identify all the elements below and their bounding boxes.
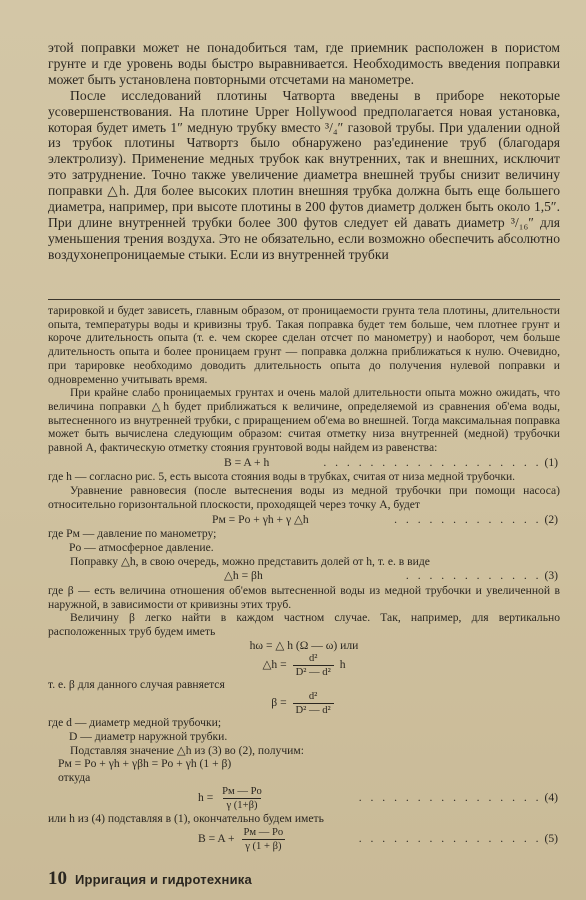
page-number: 10 bbox=[48, 868, 67, 889]
fraction-numerator: Pм — Po bbox=[222, 785, 262, 797]
lower-text-block bbox=[48, 304, 560, 853]
paragraph: этой поправки может не понадобиться там, где приемник расположен в пористом грунте и где уровень воды быстро выравнивается. Необходимость введения поправки может быть установлена повторными отсчетами на манометре. bbox=[48, 40, 560, 87]
equation-body: B = A + h bbox=[224, 455, 270, 469]
journal-title: Ирригация и гидротехника bbox=[75, 872, 252, 887]
equation-8: h = $\frac{Pм — Po}{\gamma (1+\beta)}$ . . . . . . . . . . . . . . . . (4) bbox=[198, 785, 558, 811]
equation-6 bbox=[48, 691, 560, 716]
equation-lhs: β = bbox=[271, 696, 287, 710]
equation-lhs: h = bbox=[198, 790, 214, 804]
equation-number: (5) bbox=[544, 832, 558, 846]
fraction-numerator: d² bbox=[308, 652, 318, 664]
fraction bbox=[293, 653, 334, 678]
equation-rhs: h bbox=[339, 657, 346, 671]
paragraph: При крайне слабо проницаемых грунтах и очень малой длительности опыта можно ожидать, что величина поправки △h будет приближаться к величине, определяемой из сравнения об'ема воды, вытесненного из внутренней трубки, с приращением об'ема во внешней. Тогда максимальная поправка может быть вычислена следующим образом: считая отметку низа внутренней (медной) трубочки равной A, фактическую отметку стояния грунтовой воды найдем из равенства: bbox=[48, 386, 560, 455]
equation-body: Pм = Po + γh + γ △h bbox=[212, 512, 309, 526]
paragraph: где h — согласно рис. 5, есть высота стояния воды в трубках, считая от низа медной трубочки. bbox=[48, 470, 516, 484]
paragraph: откуда bbox=[58, 771, 91, 785]
equation-number: (2) bbox=[544, 512, 558, 526]
fraction bbox=[219, 786, 265, 811]
section-divider bbox=[48, 299, 560, 300]
paragraph: Уравнение равновесия (после вытеснения воды из медной трубочки при помощи насоса) относительно горизонтальной плоскости, проходящей через точку A, будет bbox=[48, 484, 560, 511]
definition: Po — атмосферное давление. bbox=[69, 540, 214, 554]
equation-5 bbox=[48, 653, 560, 678]
equation-3: △h = βh . . . . . . . . . . . . (3) bbox=[48, 569, 560, 583]
fraction bbox=[241, 827, 287, 852]
paragraph: т. е. β для данного случая равняется bbox=[48, 677, 225, 691]
fraction-numerator: d² bbox=[308, 691, 318, 703]
paragraph: или h из (4) подставляя в (1), окончательно будем иметь bbox=[48, 811, 324, 825]
equation-number: (1) bbox=[544, 455, 558, 469]
fraction bbox=[293, 691, 334, 716]
equation-4: hω = △ h (Ω — ω) или bbox=[249, 638, 359, 652]
equation-2: Pм = Po + γh + γ △h . . . . . . . . . . . . . (2) bbox=[48, 513, 560, 527]
equation-lhs: B = A + bbox=[198, 831, 235, 845]
paragraph: После исследований плотины Чатворта введены в приборе некоторые усовершенствования. На плотине Upper Hollywood предполагается новая установка, которая будет иметь 1″ медную трубку вместо ³/₄″ газовой трубы. При удалении одной из трубок плотины Чатвортз было обнаружено раз'единение труб (благодаря электролизу). Применение медных трубок как внутренних, так и внешних, исключит это затруднение. Точно также увеличение диаметра внешней трубы снизит величину поправки △h. Для более высоких плотин внешняя трубка должна быть еще большего диаметра, например, при высоте плотины в 200 футов диаметр должен быть около 1,5″. При длине внутренней трубки более 300 футов следует ей давать диаметр ³/₁₆″ для уменьшения трения воздуха. Это не обязательно, если возможно обеспечить абсолютно воздухонепроницаемые стыки. Если из внутренней трубки bbox=[48, 87, 560, 262]
fraction-denominator: D² — d² bbox=[293, 703, 334, 716]
paragraph: где β — есть величина отношения об'емов вытесненной воды из медной трубочки и увеличенной в наружной, в зависимости от кривизны этих труб. bbox=[48, 584, 560, 611]
fraction-denominator: γ (1 + β) bbox=[242, 839, 284, 852]
equation-number: (3) bbox=[544, 569, 558, 583]
equation-lhs: △h = bbox=[262, 657, 287, 671]
definition: где d — диаметр медной трубочки; bbox=[48, 716, 222, 730]
equation-number: (4) bbox=[544, 791, 558, 805]
paragraph: Величину β легко найти в каждом частном случае. Так, например, для вертикально расположенных труб будем иметь bbox=[48, 611, 560, 639]
equation-7: Pм = Po + γh + γβh = Po + γh (1 + β) bbox=[58, 757, 232, 771]
upper-text-block bbox=[48, 40, 560, 263]
fraction-denominator: γ (1+β) bbox=[223, 798, 260, 811]
equation-1: B = A + h . . . . . . . . . . . . . . . . . . . (1) bbox=[48, 456, 560, 470]
fraction-denominator: D² — d² bbox=[293, 665, 334, 678]
equation-9: B = A + $\frac{Pм — Po}{\gamma (1 + \beta)}$ . . . . . . . . . . . . . . . . (5) bbox=[198, 826, 558, 852]
page-footer bbox=[48, 868, 560, 890]
paragraph: Подставляя значение △h из (3) во (2), получим: bbox=[70, 743, 304, 757]
fraction-numerator: Pм — Po bbox=[243, 826, 284, 838]
paragraph: Поправку △h, в свою очередь, можно представить долей от h, т. е. в виде bbox=[70, 554, 430, 568]
definition: D — диаметр наружной трубки. bbox=[69, 729, 228, 743]
equation-body: △h = βh bbox=[224, 569, 263, 583]
definition: где Pм — давление по манометру; bbox=[48, 527, 217, 541]
paragraph: тарировкой и будет зависеть, главным образом, от проницаемости грунта тела плотины, длительности опыта, температуры воды и кривизны труб. Такая поправка будет тем больше, чем плотнее грунт и короче длительность опыта (т. е. чем скорее сделан отсчет по манометру) и наоборот, чем больше длительность опыта и более проницаем грунт — поправка должна приближаться к нулю. Очевидно, при тарировке необходимо доводить длительность опыта до получения нулевой поправки и одновременно учитывать время. bbox=[48, 304, 560, 386]
